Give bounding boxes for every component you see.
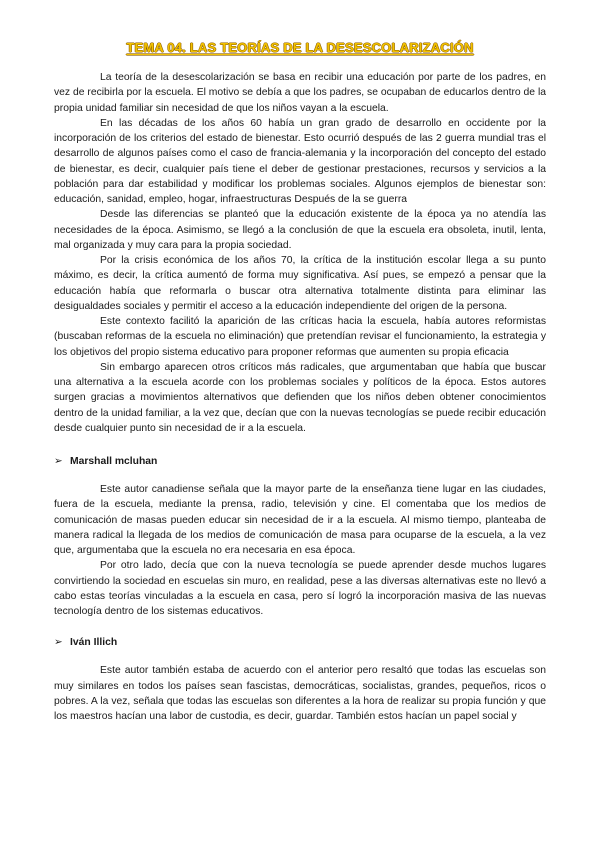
section-heading-illich	[54, 635, 546, 650]
arrow-bullet-icon: ➢	[54, 456, 63, 467]
intro-paragraph-5: Este contexto facilitó la aparición de las críticas hacia la escuela, había autores reformistas (buscaban reformas de la escuela no eliminación) que pretendían revisar el funcionamiento, la estrategia y los objetivos del propio sistema educativo para proponer reformas que aumenten su propia eficacia	[54, 316, 546, 358]
mcluhan-paragraph-2: Por otro lado, decía que con la nueva tecnología se puede aprender desde muchos lugares convirtiendo la sociedad en escuelas sin muro, en realidad, pese a las diversas alternativas este no llevó a cabo estas teorías vinculadas a la escuela en casa, pero sí logró la incorporación masiva de las nuevas tecnología dentro de los sistemas educativos.	[54, 560, 546, 617]
intro-paragraph-6: Sin embargo aparecen otros críticos más radicales, que argumentaban que había que buscar una alternativa a la escuela acorde con los problemas sociales y políticos de la época. Estos autores surgen gracias a movimientos alternativos que defienden que los niños deben obtener conocimientos dentro de la unidad familiar, a la vez que, decían que con la nuevas tecnologías se puede recibir educación desde cualquier punto sin necesidad de ir a la escuela.	[54, 361, 546, 434]
intro-paragraph-4: Por la crisis económica de los años 70, la crítica de la institución escolar llega a su punto máximo, es decir, la crítica aumentó de forma muy significativa. Así pues, se empezó a pensar que la educación había que reformarla o buscar otra alternativa totalmente distinta para eliminar las desigualdades sociales y permitir el acceso a la educación independiente del origen de la persona.	[54, 255, 546, 312]
intro-paragraph-2: En las décadas de los años 60 había un gran grado de desarrollo en occidente por la incorporación de los criterios del estado de bienestar. Esto ocurrió después de las 2 guerra mundial tras el desarrollo de algunos países como el caso de francia-alemania y la incorporación del concepto del estado de bienestar, es decir, cualquier país tiene el deber de gestionar prestaciones, recursos y servicios a la población para dar estabilidad y modificar los problemas sociales. Algunos ejemplos de bienestar son: educación, sanidad, empleo, hogar, infraestructuras Después de la se guerra	[54, 117, 546, 205]
document-title: TEMA 04. LAS TEORÍAS DE LA DESESCOLARIZACIÓN	[126, 40, 474, 55]
mcluhan-paragraph-1: Este autor canadiense señala que la mayor parte de la enseñanza tiene lugar en las ciudades, fuera de la escuela, mediante la prensa, radio, televisión y cine. El comentaba que los medios de comunicación de masas pueden educar sin necesidad de ir a la escuela. Al mismo tiempo, planteaba de manera radical la llegada de los medios de comunicación de masa para ocuparse de la escuela, a la vez que, argumentaba que la escuela no era necesaria en esa época.	[54, 484, 546, 556]
arrow-bullet-icon: ➢	[54, 637, 63, 649]
section-heading-text: Marshall mcluhan	[70, 456, 158, 467]
illich-paragraph-1: Este autor también estaba de acuerdo con el anterior pero resaltó que todas las escuelas son muy similares en todos los países sean fascistas, democráticas, socialistas, grandes, pequeños, ricos o pobres. A la vez, señala que todas las escuelas son diferentes a la hora de realizar su propia función y que los maestros hacían una labor de custodia, es decir, guardar. También estos hacían un papel social y	[54, 665, 546, 722]
section-heading-text: Iván Illich	[70, 637, 118, 649]
intro-paragraph-3: Desde las diferencias se planteó que la educación existente de la época ya no atendía las necesidades de la época. Asimismo, se llegó a la conclusión de que la escuela era obsoleta, inutil, lenta, mal organizada y muy cara para la propia sociedad.	[54, 209, 546, 251]
intro-paragraph-1: La teoría de la desescolarización se basa en recibir una educación por parte de los padres, en vez de recibirla por la escuela. El motivo se debía a que los padres, se ocupaban de educarlos dentro de la propia unidad familiar sin necesidad de que los niños vayan a la escuela.	[54, 72, 546, 114]
section-heading-mcluhan	[54, 454, 546, 469]
